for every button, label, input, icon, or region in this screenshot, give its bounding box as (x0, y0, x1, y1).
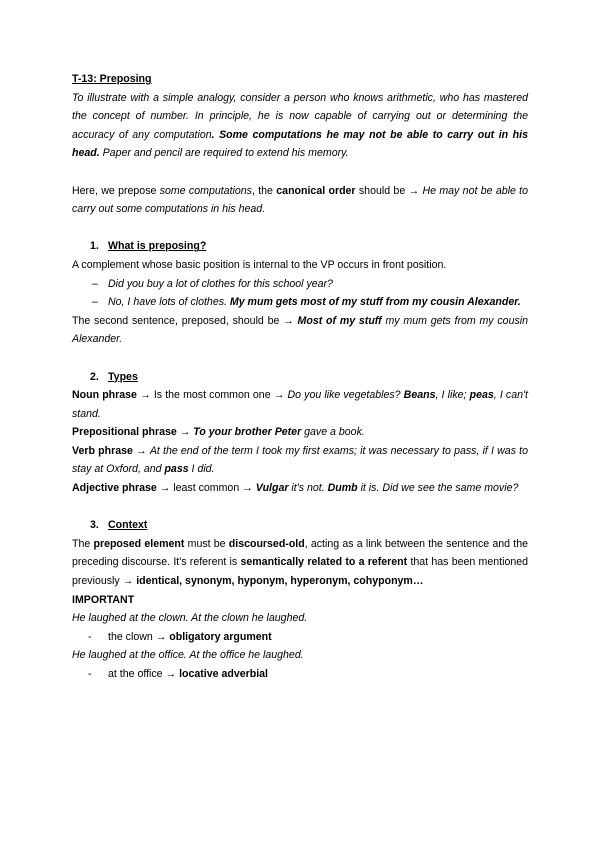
text-run: discoursed-old (228, 537, 305, 550)
text-run: Vulgar (255, 482, 289, 495)
noun-phrase-paragraph (72, 386, 528, 423)
text-run: gave a book. (301, 426, 365, 439)
text-run: locative adverbial (179, 668, 268, 680)
section-title: Context (108, 519, 148, 532)
dash-bullet: – (92, 296, 98, 309)
example-sentence (72, 646, 528, 665)
text-run: Do you like vegetables? (287, 389, 404, 402)
section-number: 3. (90, 519, 99, 532)
text-run: , acting as a link between the sentence and the preceding discourse. It's referent is (72, 537, 528, 569)
example-text: He laughed at the office. At the office he laughed. (72, 649, 304, 662)
text-run: Dumb (327, 482, 358, 495)
section-title: What is preposing? (108, 240, 207, 253)
text-run: → (176, 426, 194, 439)
section-heading-preposing (90, 237, 528, 256)
section-title: Types (108, 370, 138, 383)
text-run: The (72, 537, 94, 550)
important-heading (72, 591, 528, 610)
intro-text: To illustrate with a simple analogy, consider a person who knows arithmetic, who has mastered the concept of number. In principle, he is now capable of carrying out or determining the accuracy of any computation (72, 91, 528, 141)
text-run: peas (469, 389, 494, 402)
dash-bullet: – (92, 277, 98, 290)
example-text: Did you buy a lot of clothes for this school year? (108, 277, 333, 290)
text-run: At the end of the term I took my first exams; it was necessary to pass, if I was to stay at Oxford, and (72, 444, 529, 476)
text-run: that has been mentioned previously → (72, 556, 529, 588)
text-run: the clown → (108, 630, 170, 643)
intro-paragraph (72, 89, 528, 163)
text-run: pass (164, 463, 189, 476)
example-sentence (72, 609, 528, 628)
context-paragraph (72, 535, 528, 591)
text-run: Most of my stuff (297, 314, 382, 327)
section-heading-types (90, 368, 528, 387)
text-run: must be (184, 537, 229, 550)
verb-phrase-paragraph (72, 442, 528, 479)
text-run: Here, we prepose (72, 184, 160, 197)
text-run: canonical order (276, 184, 356, 197)
text-run: my mum gets from my cousin Alexander. (72, 314, 528, 346)
text-run: at the office → (108, 668, 180, 680)
prepositional-phrase-paragraph (72, 423, 528, 442)
hyphen-bullet: - (88, 630, 92, 643)
intro-text-end: Paper and pencil are required to extend his memory. (99, 147, 349, 160)
text-run: it's not. (288, 482, 328, 495)
section-number: 2. (90, 370, 99, 383)
text-run: Verb phrase (72, 444, 133, 457)
text-run: obligatory argument (169, 630, 272, 643)
text-run: , the (251, 184, 277, 197)
text-run: To your brother Peter (193, 426, 302, 439)
intro-emphasis: . Some computations he may not be able to carry out in his head. (72, 128, 528, 160)
text-run: should be → (355, 184, 423, 197)
section-heading-context (90, 516, 528, 535)
text-run: He may not be able to carry out some computations in his head. (72, 184, 529, 216)
example-text: No, I have lots of clothes. (108, 296, 230, 309)
example-item (72, 275, 528, 294)
example-emphasis: My mum gets most of my stuff from my cousin Alexander. (229, 296, 521, 309)
text-run: , I can't stand. (72, 389, 528, 420)
adjective-phrase-paragraph (72, 479, 528, 498)
text-run: semantically related to a referent (240, 556, 408, 569)
text-run: some computations (159, 184, 252, 197)
preposed-paragraph (72, 312, 528, 349)
text-run: it is. Did we see the same movie? (357, 482, 519, 495)
text-run: → Is the most common one → (136, 389, 288, 402)
text-run: Prepositional phrase (72, 426, 177, 439)
document-title: T-13: Preposing (72, 73, 152, 85)
hyphen-item (72, 665, 528, 684)
text-run: , I like; (435, 389, 470, 402)
hyphen-item (72, 628, 528, 647)
example-text: He laughed at the clown. At the clown he laughed. (72, 612, 308, 625)
text-run: Beans (403, 389, 436, 402)
section-number: 1. (90, 240, 99, 253)
example-item (72, 293, 528, 312)
canonical-order-paragraph (72, 182, 528, 219)
text-run: → least common → (156, 482, 256, 495)
text-run: I did. (188, 463, 215, 476)
important-label: IMPORTANT (72, 593, 135, 606)
text-run: → (132, 444, 150, 457)
text-run: identical, synonym, hyponym, hyperonym, cohyponym… (136, 575, 424, 588)
text-run: The second sentence, preposed, should be → (72, 314, 298, 327)
text-run: Adjective phrase (72, 482, 157, 495)
text-run: preposed element (93, 537, 185, 550)
document-page (72, 70, 528, 684)
text-run: Noun phrase (72, 389, 137, 402)
hyphen-bullet: - (88, 668, 92, 680)
definition-paragraph: A complement whose basic position is internal to the VP occurs in front position. (72, 258, 447, 271)
